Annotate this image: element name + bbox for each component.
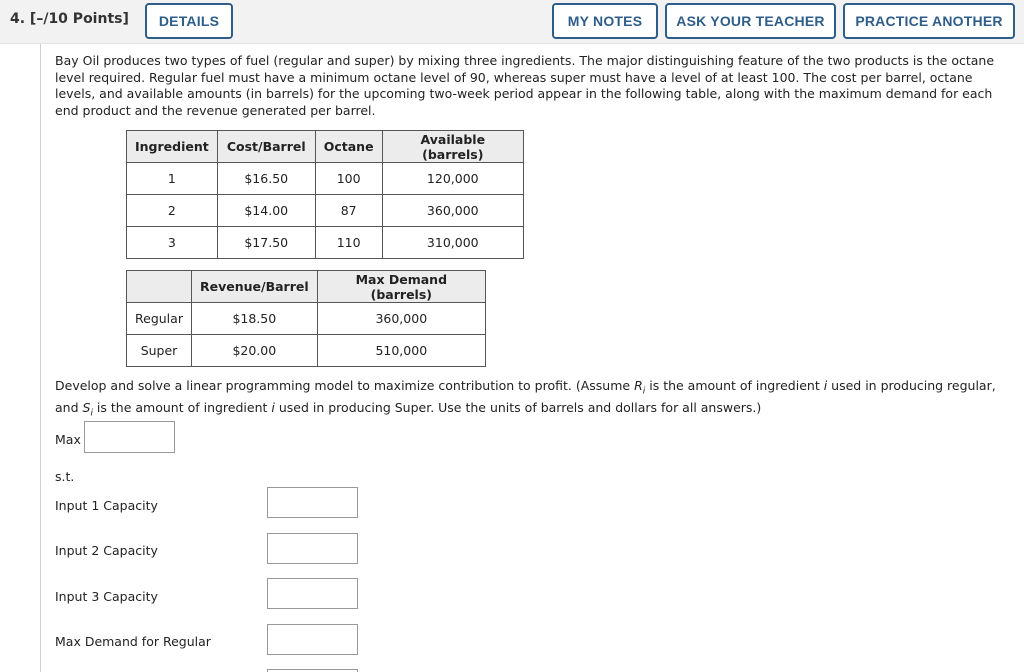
constraint-label: Input 2 Capacity — [55, 543, 158, 558]
table-cell: $18.50 — [192, 303, 318, 335]
objective-input[interactable] — [84, 421, 175, 453]
variable-s: S — [82, 400, 91, 415]
constraint-label: Max Demand for Regular — [55, 634, 211, 649]
subscript-i: i — [90, 408, 93, 419]
instructions-text: used in producing Super. Use the units of barrels and dollars for all answers.) — [274, 400, 762, 415]
instructions — [55, 378, 1011, 422]
constraint-label: Input 1 Capacity — [55, 498, 158, 513]
table-cell: $16.50 — [217, 163, 315, 195]
table-row — [127, 335, 486, 367]
italic-i: i — [823, 378, 828, 393]
constraint-2-input[interactable] — [267, 533, 358, 564]
table-cell: 87 — [315, 195, 382, 227]
constraint-label: Input 3 Capacity — [55, 589, 158, 604]
details-button[interactable]: DETAILS — [145, 3, 233, 39]
table-header-row — [127, 271, 486, 303]
instructions-text: Develop and solve a linear programming model to maximize contribution to profit. (Assume — [55, 378, 635, 393]
table-cell: $14.00 — [217, 195, 315, 227]
table-header-cell: Octane — [315, 131, 382, 163]
ask-your-teacher-button[interactable]: ASK YOUR TEACHER — [665, 3, 836, 39]
table-cell: 120,000 — [382, 163, 523, 195]
table-row — [127, 163, 524, 195]
table-cell: 1 — [127, 163, 218, 195]
italic-i: i — [271, 400, 275, 415]
table-header-row — [127, 131, 524, 163]
table-cell: 2 — [127, 195, 218, 227]
constraint-1-input[interactable] — [267, 487, 358, 518]
ingredients-table — [126, 130, 524, 259]
table-header-cell: Revenue/Barrel — [192, 271, 318, 303]
variable-r: R — [634, 378, 643, 393]
table-cell: 360,000 — [317, 303, 485, 335]
table-row — [127, 227, 524, 259]
table-header-cell: Ingredient — [127, 131, 218, 163]
question-header — [0, 0, 1024, 44]
table-cell: 100 — [315, 163, 382, 195]
instructions-text: used in producing regular, and — [55, 378, 996, 415]
table-cell: $20.00 — [192, 335, 318, 367]
my-notes-button[interactable]: MY NOTES — [552, 3, 658, 39]
table-row — [127, 303, 486, 335]
question-points-label: 4. [–/10 Points] — [10, 11, 129, 27]
instructions-text: is the amount of ingredient — [645, 378, 824, 393]
max-label: Max — [55, 432, 81, 447]
practice-another-button[interactable]: PRACTICE ANOTHER — [843, 3, 1015, 39]
table-header-cell: Available (barrels) — [382, 131, 523, 163]
table-header-cell: Max Demand (barrels) — [317, 271, 485, 303]
table-cell: $17.50 — [217, 227, 315, 259]
table-cell: 110 — [315, 227, 382, 259]
table-cell: 310,000 — [382, 227, 523, 259]
question-body — [40, 44, 1024, 672]
constraint-3-input[interactable] — [267, 578, 358, 609]
table-header-cell — [127, 271, 192, 303]
subscript-i: i — [642, 386, 646, 397]
table-row — [127, 195, 524, 227]
table-cell: 3 — [127, 227, 218, 259]
instructions-text: is the amount of ingredient — [92, 400, 272, 415]
products-table — [126, 270, 486, 367]
table-cell: Regular — [127, 303, 192, 335]
table-header-cell: Cost/Barrel — [217, 131, 315, 163]
st-label: s.t. — [55, 469, 75, 484]
table-cell: Super — [127, 335, 192, 367]
table-cell: 510,000 — [317, 335, 485, 367]
table-cell: 360,000 — [382, 195, 523, 227]
constraint-4-input[interactable] — [267, 624, 358, 655]
problem-statement: Bay Oil produces two types of fuel (regular and super) by mixing three ingredients. The major distinguishing feature of the two products is the octane level required. Regular fuel must have a minimum octane level of 90, whereas super must have a level of at least 100. The cost per barrel, octane levels, and available amounts (in barrels) for the upcoming two-week period appear in the following table, along with the maximum demand for each end product and the revenue generated per barrel. — [55, 53, 995, 118]
